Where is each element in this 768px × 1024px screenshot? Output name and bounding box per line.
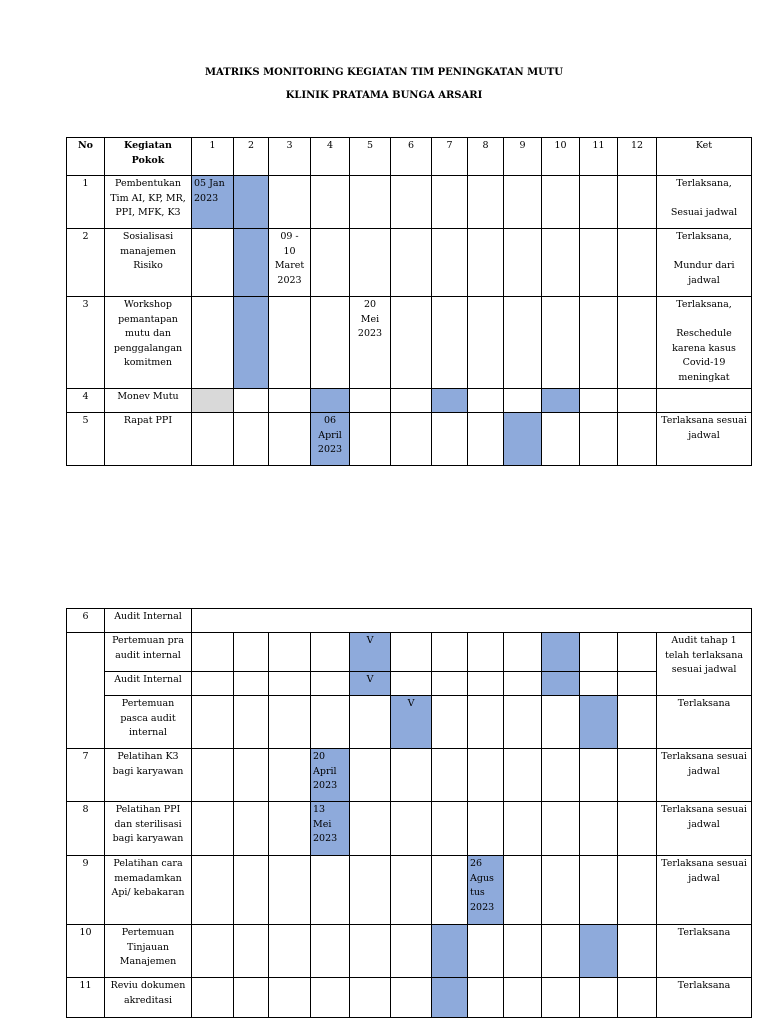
row-kegiatan: Pembentukan Tim AI, KP, MR, PPI, MFK, K3	[105, 176, 192, 229]
row-kegiatan: Audit Internal	[105, 609, 192, 633]
schedule-cell	[580, 696, 618, 749]
header-month-10: 10	[542, 138, 580, 176]
schedule-cell	[542, 633, 580, 672]
row-kegiatan: Pertemuan Tinjauan Manajemen	[105, 925, 192, 978]
document-title: MATRIKS MONITORING KEGIATAN TIM PENINGKATAN MUTU	[204, 67, 564, 78]
row-kegiatan: Reviu dokumen akreditasi	[105, 978, 192, 1018]
schedule-mark: V	[350, 633, 391, 672]
schedule-date: 06 April 2023	[311, 413, 350, 466]
row-no: 7	[67, 749, 105, 802]
row-no: 4	[67, 389, 105, 413]
row-no: 9	[67, 856, 105, 925]
row-ket	[657, 389, 752, 413]
schedule-mark: V	[391, 696, 432, 749]
row-no: 11	[67, 978, 105, 1018]
schedule-date: 26 Agus tus 2023	[468, 856, 504, 925]
row-ket: Terlaksana, Reschedule karena kasus Covid-19 meningkat	[657, 297, 752, 389]
schedule-cell	[432, 978, 468, 1018]
schedule-cell	[234, 297, 269, 389]
schedule-cell	[432, 925, 468, 978]
document-subtitle: KLINIK PRATAMA BUNGA ARSARI	[285, 90, 483, 101]
row-kegiatan: Pertemuan pasca audit internal	[105, 696, 192, 749]
monitoring-table-2	[66, 608, 752, 1018]
table-row	[67, 633, 752, 672]
row-ket: Terlaksana, Sesuai jadwal	[657, 176, 752, 229]
header-month-2: 2	[234, 138, 269, 176]
row-no: 2	[67, 229, 105, 297]
table-row	[67, 672, 752, 696]
table-row	[67, 229, 752, 297]
header-month-11: 11	[580, 138, 618, 176]
row-no: 10	[67, 925, 105, 978]
table-row	[67, 802, 752, 856]
table-row	[67, 749, 752, 802]
schedule-mark: V	[350, 672, 391, 696]
header-month-12: 12	[618, 138, 657, 176]
row-ket: Terlaksana, Mundur dari jadwal	[657, 229, 752, 297]
row-no: 8	[67, 802, 105, 856]
row-ket: Terlaksana sesuai jadwal	[657, 802, 752, 856]
schedule-cell	[311, 389, 350, 413]
row-ket: Terlaksana	[657, 978, 752, 1018]
schedule-date: 09 - 10 Maret 2023	[269, 229, 311, 297]
monitoring-table-1	[66, 137, 752, 466]
schedule-cell	[504, 413, 542, 466]
schedule-cell	[542, 672, 580, 696]
header-month-9: 9	[504, 138, 542, 176]
row-ket: Terlaksana	[657, 925, 752, 978]
table-row	[67, 856, 752, 925]
table-row	[67, 297, 752, 389]
table-row	[67, 389, 752, 413]
schedule-cell	[234, 176, 269, 229]
row-kegiatan: Workshop pemantapan mutu dan penggalangan komitmen	[105, 297, 192, 389]
row-kegiatan: Pertemuan pra audit internal	[105, 633, 192, 672]
table-row	[67, 925, 752, 978]
row-no: 5	[67, 413, 105, 466]
row-no: 3	[67, 297, 105, 389]
schedule-cell	[580, 925, 618, 978]
row-ket: Terlaksana	[657, 696, 752, 749]
row-ket: Audit tahap 1 telah terlaksana sesuai jadwal	[657, 633, 752, 696]
row-no: 6	[67, 609, 105, 633]
header-no: No	[67, 138, 105, 176]
table-row	[67, 978, 752, 1018]
schedule-cell	[542, 389, 580, 413]
schedule-cell-grey	[192, 389, 234, 413]
schedule-date: 13 Mei 2023	[311, 802, 350, 856]
row-ket: Terlaksana sesuai jadwal	[657, 856, 752, 925]
row-ket: Terlaksana sesuai jadwal	[657, 749, 752, 802]
header-month-5: 5	[350, 138, 391, 176]
schedule-date: 20 Mei 2023	[350, 297, 391, 389]
row-kegiatan: Pelatihan PPI dan sterilisasi bagi karyawan	[105, 802, 192, 856]
schedule-date: 20 April 2023	[311, 749, 350, 802]
schedule-cell	[432, 389, 468, 413]
row-kegiatan: Pelatihan cara memadamkan Api/ kebakaran	[105, 856, 192, 925]
schedule-cell	[234, 229, 269, 297]
header-month-6: 6	[391, 138, 432, 176]
schedule-cell: 05 Jan 2023	[192, 176, 234, 229]
row-kegiatan: Sosialisasi manajemen Risiko	[105, 229, 192, 297]
header-month-4: 4	[311, 138, 350, 176]
table-row	[67, 413, 752, 466]
row-no: 1	[67, 176, 105, 229]
row-kegiatan: Audit Internal	[105, 672, 192, 696]
table-row	[67, 609, 752, 633]
header-month-1: 1	[192, 138, 234, 176]
table-row	[67, 696, 752, 749]
table-header-row	[67, 138, 752, 176]
table-row	[67, 176, 752, 229]
header-month-7: 7	[432, 138, 468, 176]
row-kegiatan: Pelatihan K3 bagi karyawan	[105, 749, 192, 802]
header-month-8: 8	[468, 138, 504, 176]
row-kegiatan: Rapat PPI	[105, 413, 192, 466]
row-kegiatan: Monev Mutu	[105, 389, 192, 413]
header-month-3: 3	[269, 138, 311, 176]
header-kegiatan: Kegiatan Pokok	[105, 138, 192, 176]
header-ket: Ket	[657, 138, 752, 176]
row-ket: Terlaksana sesuai jadwal	[657, 413, 752, 466]
